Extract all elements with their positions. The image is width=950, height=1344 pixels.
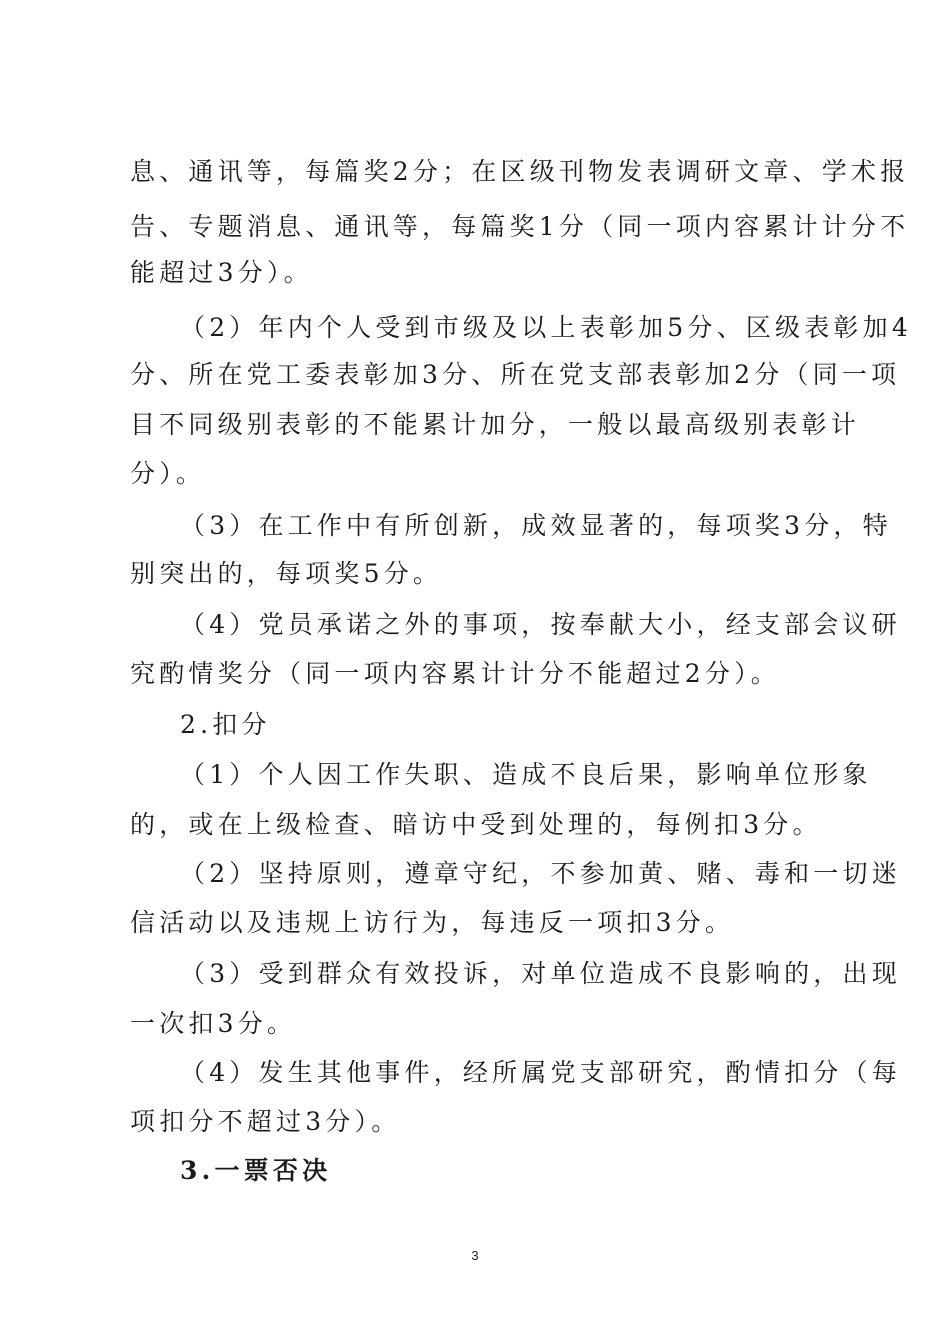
deduction-item-1-line: （1）个人因工作失职、造成不良后果，影响单位形象	[180, 760, 872, 789]
body-text-line: 能超过3分）。	[130, 258, 313, 287]
body-text-line: 分、所在党工委表彰加3分、所在党支部表彰加2分（同一项	[130, 360, 901, 389]
section-heading-deduction: 2.扣分	[180, 710, 271, 739]
section-heading-veto: 3.一票否决	[180, 1156, 332, 1185]
deduction-item-2-line: （2）坚持原则，遵章守纪，不参加黄、赌、毒和一切迷	[180, 859, 901, 888]
body-text-line: 目不同级别表彰的不能累计加分，一般以最高级别表彰计	[130, 410, 861, 439]
paragraph-item-3-line: （3）在工作中有所创新，成效显著的，每项奖3分，特	[180, 511, 892, 540]
deduction-item-3-line: （3）受到群众有效投诉，对单位造成不良影响的，出现	[180, 959, 901, 988]
body-text-line: 告、专题消息、通讯等，每篇奖1分（同一项内容累计计分不	[130, 212, 910, 241]
body-text-line: 项扣分不超过3分）。	[130, 1107, 401, 1136]
deduction-item-4-line: （4）发生其他事件，经所属党支部研究，酌情扣分（每	[180, 1058, 901, 1087]
page-number: 3	[471, 1248, 479, 1263]
paragraph-item-2-line: （2）年内个人受到市级及以上表彰加5分、区级表彰加4	[180, 313, 912, 342]
body-text-line: 分）。	[130, 459, 206, 488]
body-text-line: 的，或在上级检查、暗访中受到处理的，每例扣3分。	[130, 810, 822, 839]
body-text-line: 究酌情奖分（同一项内容累计计分不能超过2分）。	[130, 659, 781, 688]
body-text-line: 别突出的，每项奖5分。	[130, 559, 443, 588]
body-text-line: 一次扣3分。	[130, 1009, 297, 1038]
body-text-line: 信活动以及违规上访行为，每违反一项扣3分。	[130, 908, 735, 937]
paragraph-item-4-line: （4）党员承诺之外的事项，按奉献大小，经支部会议研	[180, 610, 901, 639]
body-text-line: 息、通讯等，每篇奖2分；在区级刊物发表调研文章、学术报	[130, 157, 910, 186]
